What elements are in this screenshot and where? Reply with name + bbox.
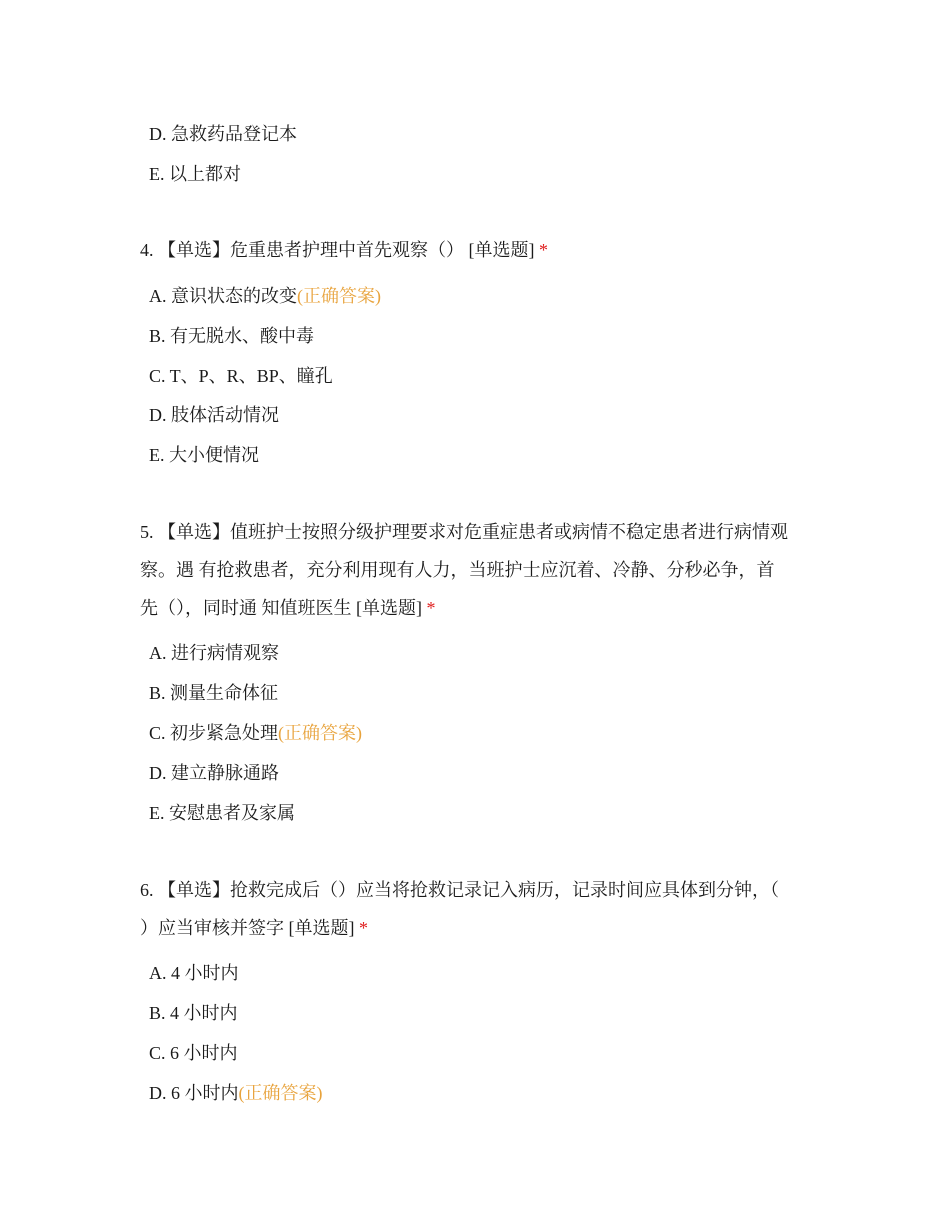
option-text: C. T、P、R、BP、瞳孔 bbox=[149, 366, 333, 386]
option-text: C. 6 小时内 bbox=[149, 1043, 238, 1063]
required-mark: * bbox=[359, 918, 368, 938]
question-5-line-1 bbox=[140, 520, 788, 544]
option-q5-a bbox=[149, 641, 279, 665]
required-mark: * bbox=[539, 240, 548, 260]
option-text: E. 大小便情况 bbox=[149, 445, 259, 465]
option-q4-e bbox=[149, 443, 259, 467]
option-text: D. 建立静脉通路 bbox=[149, 763, 279, 783]
option-text: E. 安慰患者及家属 bbox=[149, 803, 295, 823]
option-text: B. 4 小时内 bbox=[149, 1003, 238, 1023]
option-q4-c bbox=[149, 364, 333, 388]
option-text: A. 意识状态的改变 bbox=[149, 286, 297, 306]
option-text: B. 有无脱水、酸中毒 bbox=[149, 326, 315, 346]
question-5-line-3 bbox=[140, 596, 436, 620]
option-q3-d bbox=[149, 122, 297, 146]
question-text: 5. 【单选】值班护士按照分级护理要求对危重症患者或病情不稳定患者进行病情观 bbox=[140, 522, 788, 542]
option-text: C. 初步紧急处理 bbox=[149, 723, 279, 743]
option-q5-b bbox=[149, 681, 278, 705]
required-mark: * bbox=[426, 598, 436, 618]
option-text: E. 以上都对 bbox=[149, 164, 241, 184]
option-q4-b bbox=[149, 324, 314, 348]
option-text: D. 肢体活动情况 bbox=[149, 405, 279, 425]
option-q4-a bbox=[149, 284, 381, 308]
correct-answer-tag: (正确答案) bbox=[238, 1083, 323, 1103]
question-4-title bbox=[140, 238, 548, 262]
question-text: ）应当审核并签字 [单选题] bbox=[140, 918, 355, 938]
option-q6-d bbox=[149, 1081, 323, 1105]
question-text: 4. 【单选】危重患者护理中首先观察（） [单选题] bbox=[140, 240, 535, 260]
option-text: B. 测量生命体征 bbox=[149, 683, 279, 703]
option-text: D. 急救药品登记本 bbox=[149, 124, 297, 144]
question-6-line-1 bbox=[140, 878, 779, 902]
question-6-line-2 bbox=[140, 916, 368, 940]
option-q5-e bbox=[149, 801, 295, 825]
option-text: D. 6 小时内 bbox=[149, 1083, 239, 1103]
option-q5-d bbox=[149, 761, 279, 785]
correct-answer-tag: (正确答案) bbox=[278, 723, 363, 743]
option-q5-c bbox=[149, 721, 362, 745]
question-text: 先（），同时通 知值班医生 [单选题] bbox=[140, 598, 422, 618]
correct-answer-tag: (正确答案) bbox=[297, 286, 381, 306]
question-5-line-2 bbox=[140, 558, 775, 582]
question-text: 6. 【单选】抢救完成后（）应当将抢救记录记入病历，记录时间应具体到分钟，（ bbox=[140, 880, 779, 900]
question-text: 察。遇 有抢救患者，充分利用现有人力，当班护士应沉着、冷静、分秒必争，首 bbox=[140, 560, 775, 580]
option-q6-a bbox=[149, 961, 239, 985]
option-text: A. 4 小时内 bbox=[149, 963, 239, 983]
option-text: A. 进行病情观察 bbox=[149, 643, 279, 663]
option-q6-b bbox=[149, 1001, 238, 1025]
option-q4-d bbox=[149, 403, 279, 427]
option-q6-c bbox=[149, 1041, 238, 1065]
option-q3-e bbox=[149, 162, 241, 186]
